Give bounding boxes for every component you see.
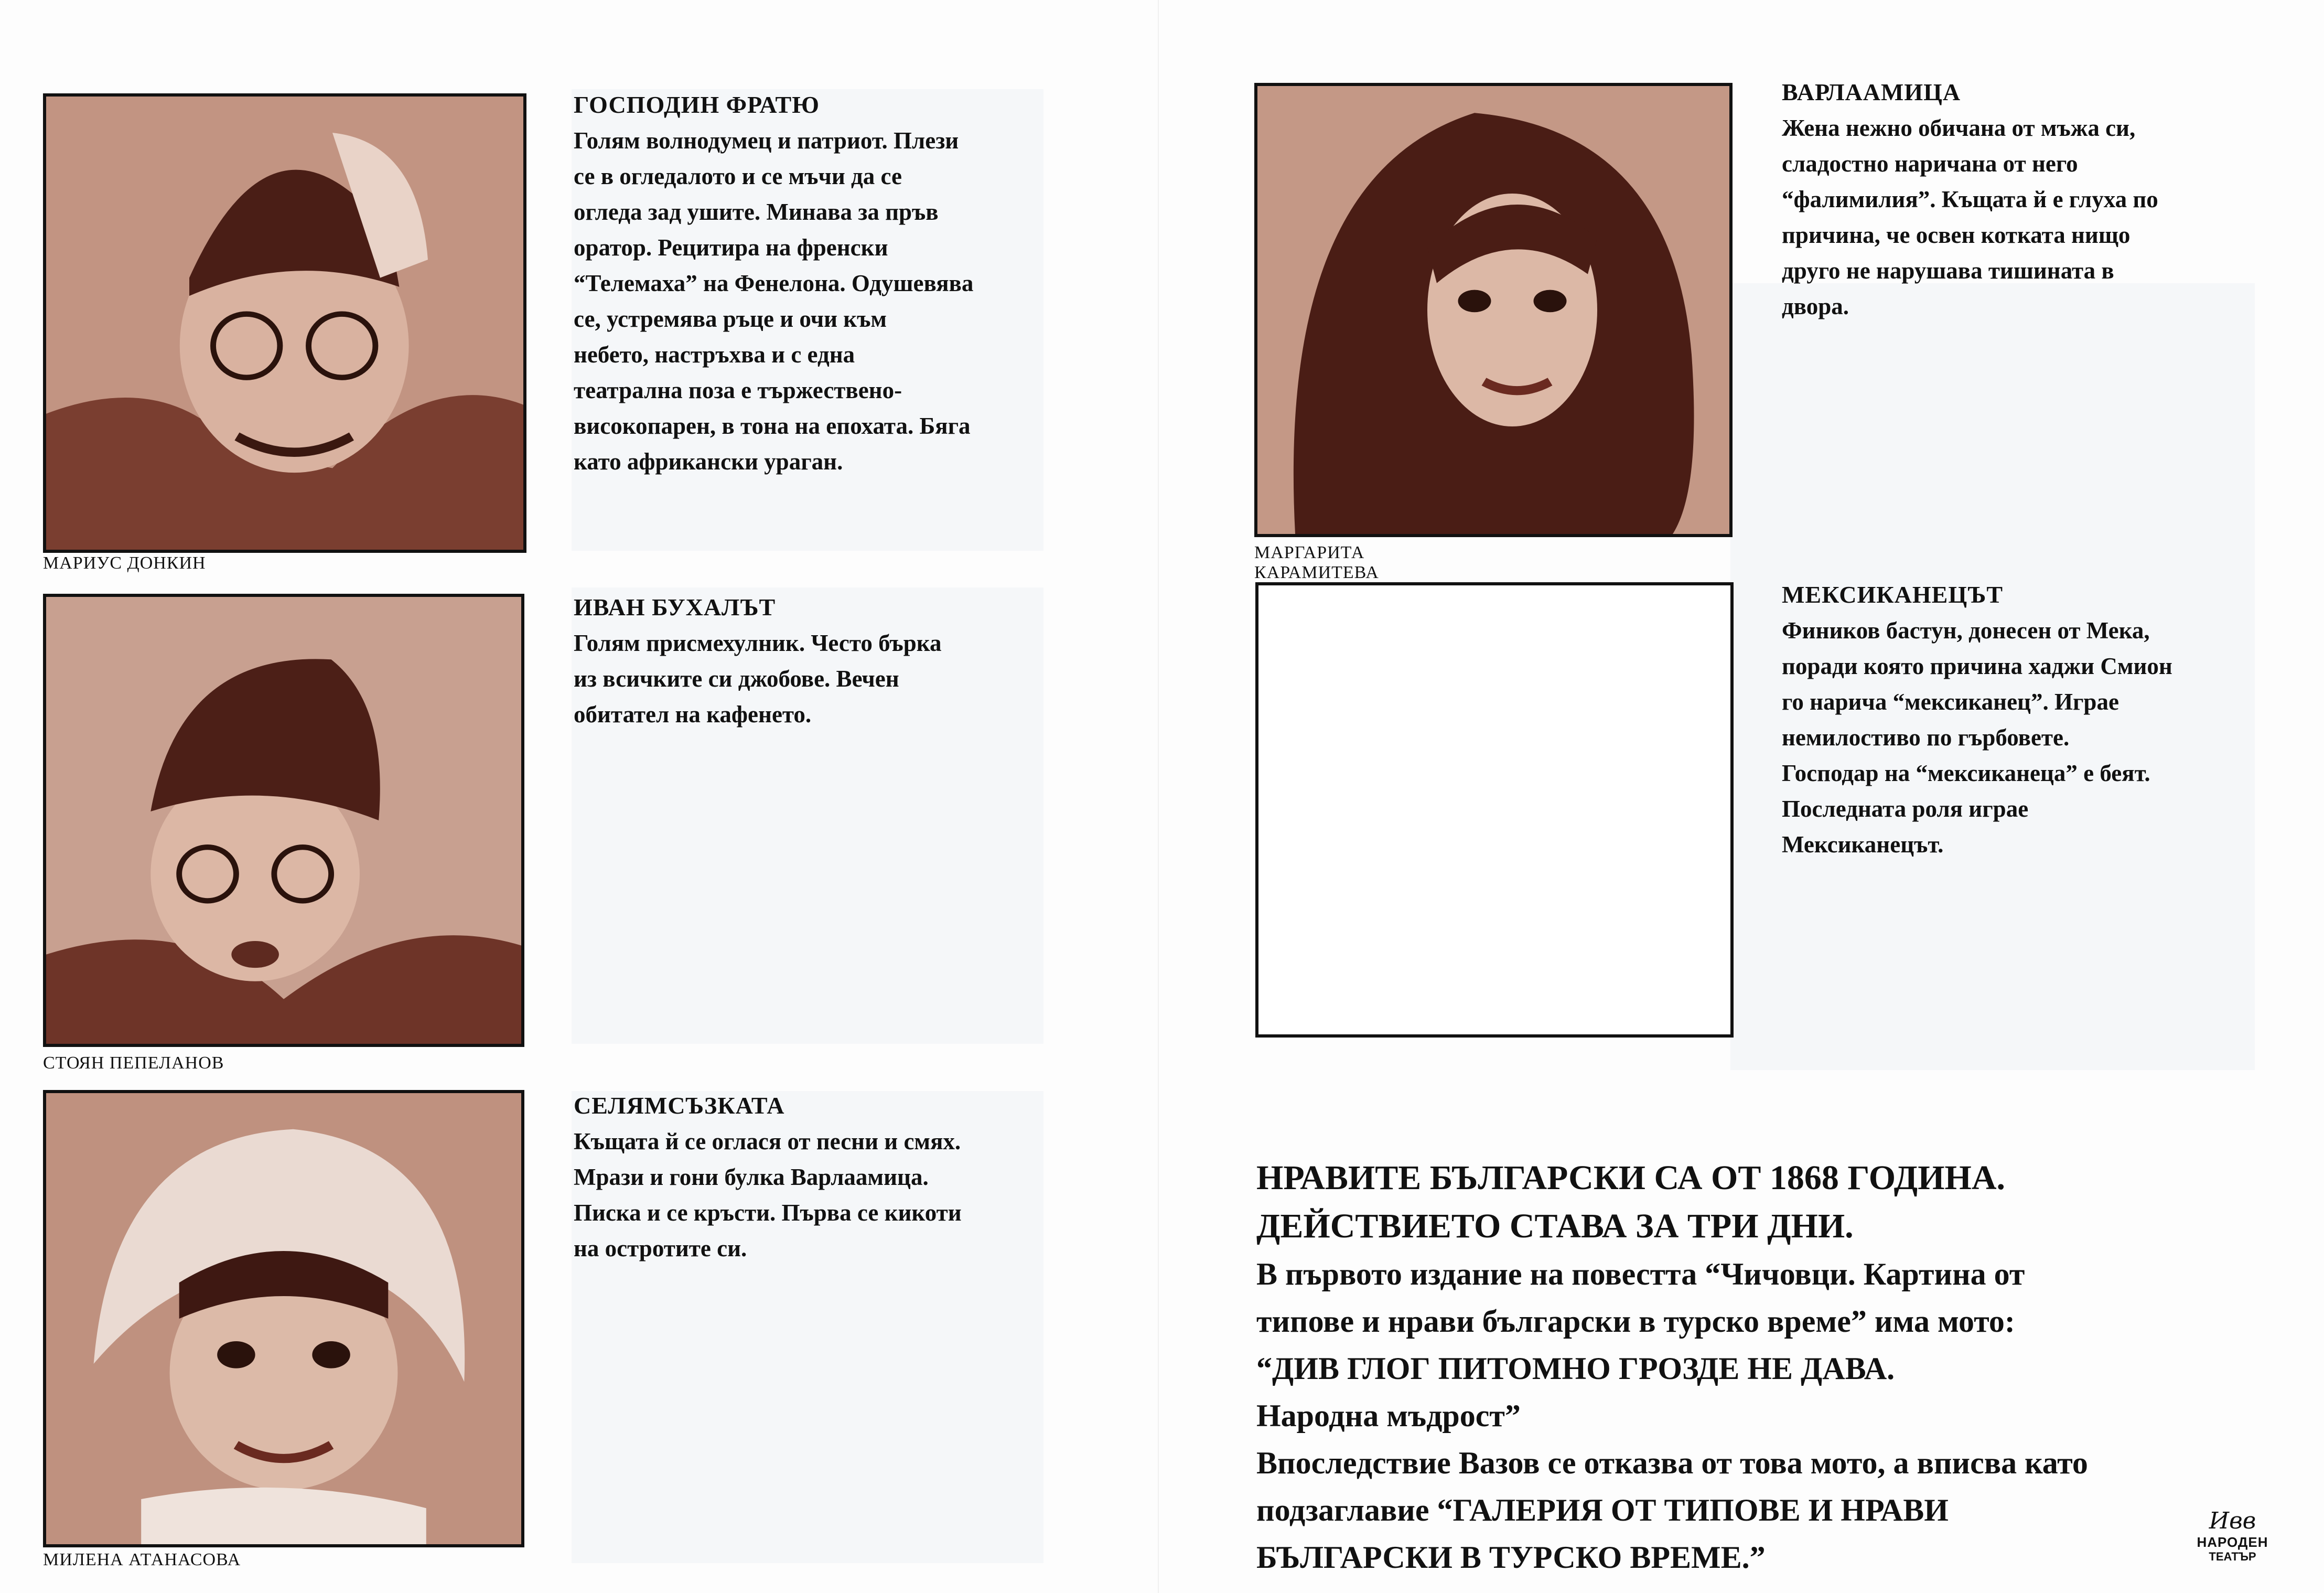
role-line: поради която причина хаджи Смион <box>1782 653 2172 679</box>
role-line: Мрази и гони булка Варлаамица. <box>574 1164 929 1190</box>
role-line: като африкански ураган. <box>574 448 843 475</box>
role-line: из всичките си джобове. Вечен <box>574 666 899 692</box>
role-title: ИВАН БУХАЛЪТ <box>574 594 776 621</box>
role-block <box>1782 577 2264 862</box>
play-info <box>1256 1154 2253 1581</box>
role-line: друго не нарушава тишината в <box>1782 258 2114 284</box>
empty-photo-frame <box>1255 582 1734 1038</box>
role-title: ВАРЛААМИЦА <box>1782 79 1961 105</box>
actor-name: МАРГАРИТА КАРАМИТЕВА <box>1254 543 1379 582</box>
info-line: “ДИВ ГЛОГ ПИТОМНО ГРОЗДЕ НЕ ДАВА. <box>1256 1351 1895 1386</box>
role-line: небето, настръхва и с една <box>574 341 855 368</box>
role-line: Мексиканецът. <box>1782 831 1944 858</box>
role-title: МЕКСИКАНЕЦЪТ <box>1782 581 2004 608</box>
role-line: го нарича “мексиканец”. Играе <box>1782 689 2119 715</box>
role-block <box>1782 74 2264 324</box>
role-line: Фиников бастун, донесен от Мека, <box>1782 617 2150 644</box>
role-line: двора. <box>1782 293 1849 319</box>
role-line: Писка и се кръсти. Първа се кикоти <box>574 1200 962 1226</box>
info-line: Народна мъдрост” <box>1256 1398 1521 1433</box>
role-title: ГОСПОДИН ФРАТЮ <box>574 91 820 118</box>
logo-word: НАРОДЕН <box>2197 1534 2268 1550</box>
actor-photo-4 <box>1254 83 1733 537</box>
role-line: Къщата й се оглася от песни и смях. <box>574 1128 961 1154</box>
role-line: Господар на “мексиканеца” е беят. <box>1782 760 2150 786</box>
logo-word: ТЕАТЪР <box>2209 1550 2256 1563</box>
role-line: немилостиво по гърбовете. <box>1782 724 2070 751</box>
actor-name: МАРИУС ДОНКИН <box>43 553 206 573</box>
role-line: театрална поза е тържествено- <box>574 377 902 403</box>
actor-name: СТОЯН ПЕПЕЛАНОВ <box>43 1053 224 1073</box>
role-line: се в огледалото и се мъчи да се <box>574 163 902 189</box>
actor-name: МИЛЕНА АТАНАСОВА <box>43 1550 241 1569</box>
role-line: “фалимилия”. Къщата й е глуха по <box>1782 186 2158 212</box>
role-line: “Телемаха” на Фенелона. Одушевява <box>574 270 974 296</box>
info-line: типове и нрави български в турско време” има мото: <box>1256 1304 2015 1339</box>
info-line: Впоследствие Вазов се отказва от това мото, а вписва като <box>1256 1446 2088 1480</box>
role-line: високопарен, в тона на епохата. Бяга <box>574 413 971 439</box>
role-line: огледа зад ушите. Минава за пръв <box>574 199 939 225</box>
logo-signature: Ивв <box>2209 1508 2256 1534</box>
role-line: сладостно наричана от него <box>1782 151 2078 177</box>
info-heading-line: НРАВИТЕ БЪЛГАРСКИ СА ОТ 1868 ГОДИНА. <box>1256 1159 2006 1197</box>
info-line: В първото издание на повестта “Чичовци. Картина от <box>1256 1257 2025 1291</box>
role-line: оратор. Рецитира на френски <box>574 234 888 261</box>
info-heading-line: ДЕЙСТВИЕТО СТАВА ЗА ТРИ ДНИ. <box>1256 1207 1854 1245</box>
role-line: Голям волнодумец и патриот. Плези <box>574 127 959 154</box>
role-line: на остротите си. <box>574 1235 747 1261</box>
info-line: подзаглавие “ГАЛЕРИЯ ОТ ТИПОВЕ И НРАВИ <box>1256 1493 1949 1527</box>
role-title: СЕЛЯМСЪЗКАТА <box>574 1092 785 1119</box>
role-line: се, устремява ръце и очи към <box>574 306 887 332</box>
info-line: БЪЛГАРСКИ В ТУРСКО ВРЕМЕ.” <box>1256 1540 1766 1575</box>
role-line: Голям присмехулник. Често бърка <box>574 630 942 656</box>
role-line: причина, че освен котката нищо <box>1782 222 2131 248</box>
role-line: обитател на кафенето. <box>574 701 812 728</box>
role-line: Последната роля играе <box>1782 796 2029 822</box>
role-line: Жена нежно обичана от мъжа си, <box>1782 115 2136 141</box>
national-theatre-logo <box>2189 1508 2276 1571</box>
